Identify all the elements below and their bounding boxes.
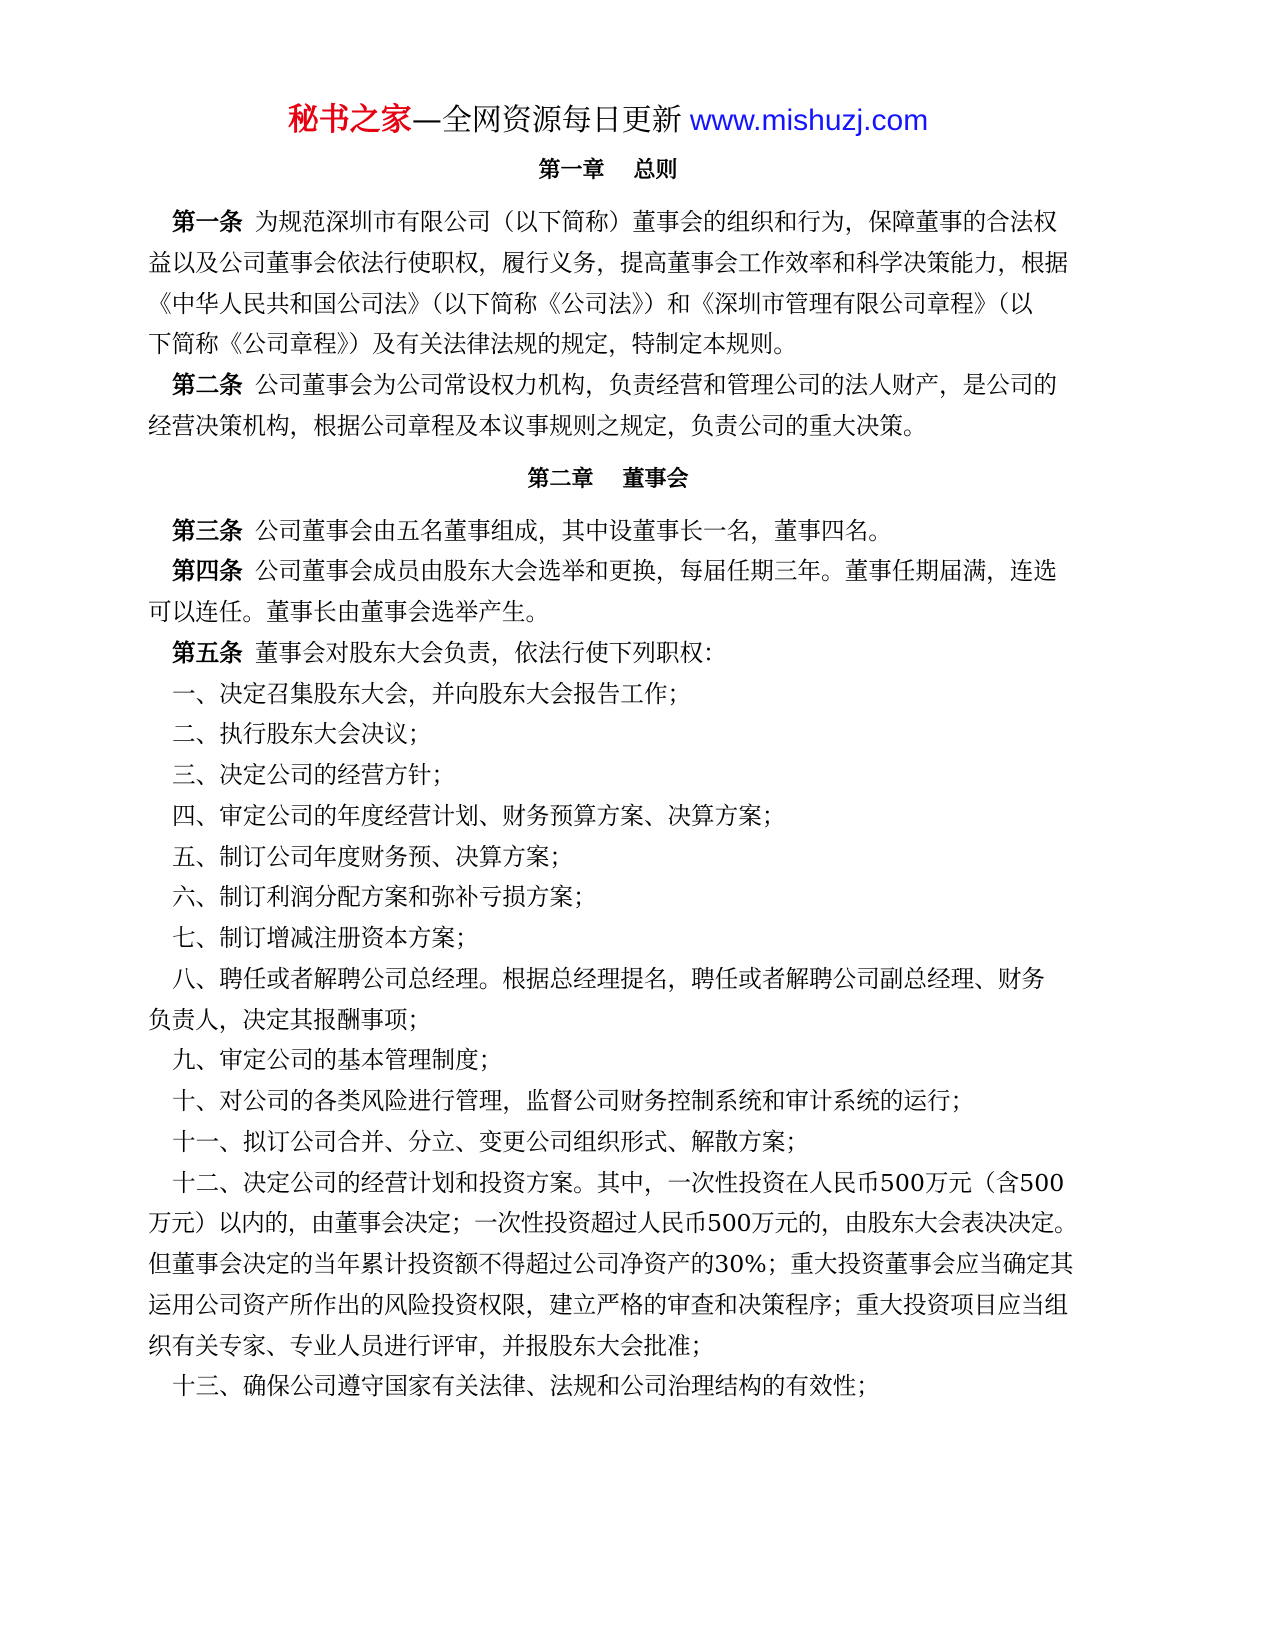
article bbox=[148, 365, 1068, 447]
article-label: 第四条 bbox=[172, 557, 243, 586]
power-item-continuation: 负责人，决定其报酬事项； bbox=[148, 1005, 432, 1034]
article-line bbox=[148, 365, 1068, 406]
article-line: 经营决策机构，根据公司章程及本议事规则之规定，负责公司的重大决策。 bbox=[148, 411, 927, 440]
article-line bbox=[148, 633, 1068, 674]
power-item: 七、制订增减注册资本方案； bbox=[172, 924, 479, 952]
power-item: 十三、确保公司遵守国家有关法律、法规和公司治理结构的有效性； bbox=[172, 1372, 880, 1401]
power-item-continuation: 但董事会决定的当年累计投资额不得超过公司净资产的30%；重大投资董事会应当确定其 bbox=[148, 1250, 1074, 1278]
article-line bbox=[148, 202, 1068, 243]
article-text: 公司董事会成员由股东大会选举和更换，每届任期三年。董事任期届满，连选 bbox=[254, 557, 1057, 586]
power-item: 二、执行股东大会决议； bbox=[172, 720, 432, 749]
power-item: 六、制订利润分配方案和弥补亏损方案； bbox=[172, 883, 597, 912]
article-line: 可以连任。董事长由董事会选举产生。 bbox=[148, 598, 550, 626]
article-label: 第五条 bbox=[172, 638, 243, 667]
site-url: www.mishuzj.com bbox=[689, 104, 929, 137]
article-label: 第三条 bbox=[172, 516, 243, 545]
article-line bbox=[148, 551, 1068, 592]
power-item: 五、制订公司年度财务预、决算方案； bbox=[172, 842, 574, 871]
article-line: 下简称《公司章程》）及有关法律法规的规定，特制定本规则。 bbox=[148, 330, 797, 359]
article bbox=[148, 511, 1068, 552]
chapter-heading bbox=[148, 150, 1068, 190]
power-item: 四、审定公司的年度经营计划、财务预算方案、决算方案； bbox=[172, 801, 786, 830]
power-item: 十、对公司的各类风险进行管理，监督公司财务控制系统和审计系统的运行； bbox=[172, 1087, 975, 1115]
chapter-heading bbox=[148, 459, 1068, 499]
article bbox=[148, 202, 1068, 365]
power-item-continuation: 运用公司资产所作出的风险投资权限，建立严格的审查和决策程序；重大投资项目应当组 bbox=[148, 1290, 1069, 1319]
power-item-continuation: 织有关专家、专业人员进行评审，并报股东大会批准； bbox=[148, 1331, 715, 1360]
site-tagline: —全网资源每日更新 bbox=[411, 103, 682, 138]
article-label: 第一条 bbox=[172, 208, 243, 236]
article-text: 为规范深圳市有限公司（以下简称）董事会的组织和行为，保障董事的合法权 bbox=[254, 208, 1057, 236]
site-banner bbox=[148, 100, 1068, 140]
article-line bbox=[148, 511, 1068, 552]
power-item-continuation: 万元）以内的，由董事会决定；一次性投资超过人民币500万元的，由股东大会表决决定。 bbox=[148, 1209, 1078, 1238]
chapter-number: 第二章 bbox=[527, 465, 594, 492]
powers-list bbox=[148, 674, 1078, 1408]
power-item: 三、决定公司的经营方针； bbox=[172, 761, 456, 789]
chapter-title: 董事会 bbox=[622, 465, 689, 492]
article-text: 公司董事会由五名董事组成，其中设董事长一名，董事四名。 bbox=[254, 516, 892, 545]
article-label: 第二条 bbox=[172, 371, 243, 399]
chapter-number: 第一章 bbox=[538, 157, 605, 183]
article bbox=[148, 633, 1068, 674]
power-item: 十二、决定公司的经营计划和投资方案。其中，一次性投资在人民币500万元（含500 bbox=[172, 1168, 1065, 1197]
article-text: 董事会对股东大会负责，依法行使下列职权： bbox=[254, 638, 727, 667]
chapter-title: 总则 bbox=[633, 157, 678, 183]
article bbox=[148, 551, 1068, 633]
power-item: 一、决定召集股东大会，并向股东大会报告工作； bbox=[172, 679, 692, 708]
article-line: 益以及公司董事会依法行使职权，履行义务，提高董事会工作效率和科学决策能力，根据 bbox=[148, 248, 1069, 277]
power-item: 八、聘任或者解聘公司总经理。根据总经理提名，聘任或者解聘公司副总经理、财务 bbox=[172, 964, 1045, 993]
article-text: 公司董事会为公司常设权力机构，负责经营和管理公司的法人财产，是公司的 bbox=[254, 371, 1057, 399]
power-item: 十一、拟订公司合并、分立、变更公司组织形式、解散方案； bbox=[172, 1127, 810, 1156]
power-item: 九、审定公司的基本管理制度； bbox=[172, 1046, 503, 1075]
document-body bbox=[148, 150, 1078, 1407]
article-line: 《中华人民共和国公司法》（以下简称《公司法》）和《深圳市管理有限公司章程》（以 bbox=[148, 289, 1033, 318]
site-brand-name: 秘书之家 bbox=[287, 102, 412, 138]
